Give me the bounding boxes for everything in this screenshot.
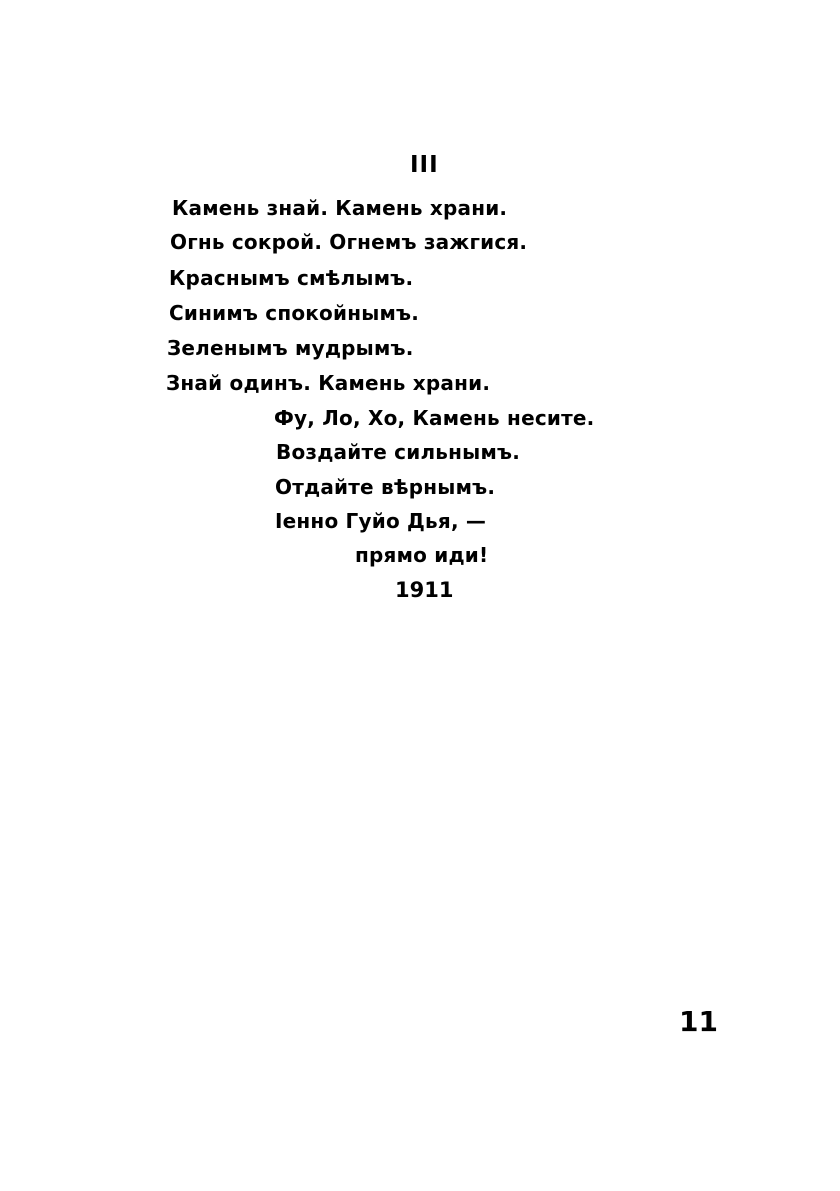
poem-line: Камень знай. Камень храни.: [172, 196, 508, 220]
poem-line: Воздайте сильнымъ.: [276, 440, 521, 464]
poem-line: Огнь сокрой. Огнемъ зажгися.: [170, 230, 528, 254]
poem-line: Знай одинъ. Камень храни.: [166, 371, 491, 395]
poem-line: Краснымъ смѣлымъ.: [169, 266, 414, 290]
poem-line: Зеленымъ мудрымъ.: [167, 336, 414, 360]
page-number: 11: [679, 1005, 718, 1038]
poem-line: Синимъ спокойнымъ.: [169, 301, 420, 325]
poem-line: Фу, Ло, Хо, Камень несите.: [274, 406, 595, 430]
year: 1911: [395, 578, 454, 602]
poem-line: Iенно Гуйо Дья, —: [275, 509, 487, 533]
poem-line: Отдайте вѣрнымъ.: [275, 475, 496, 499]
closing-line: прямо иди!: [355, 543, 489, 567]
section-number: III: [410, 152, 439, 178]
